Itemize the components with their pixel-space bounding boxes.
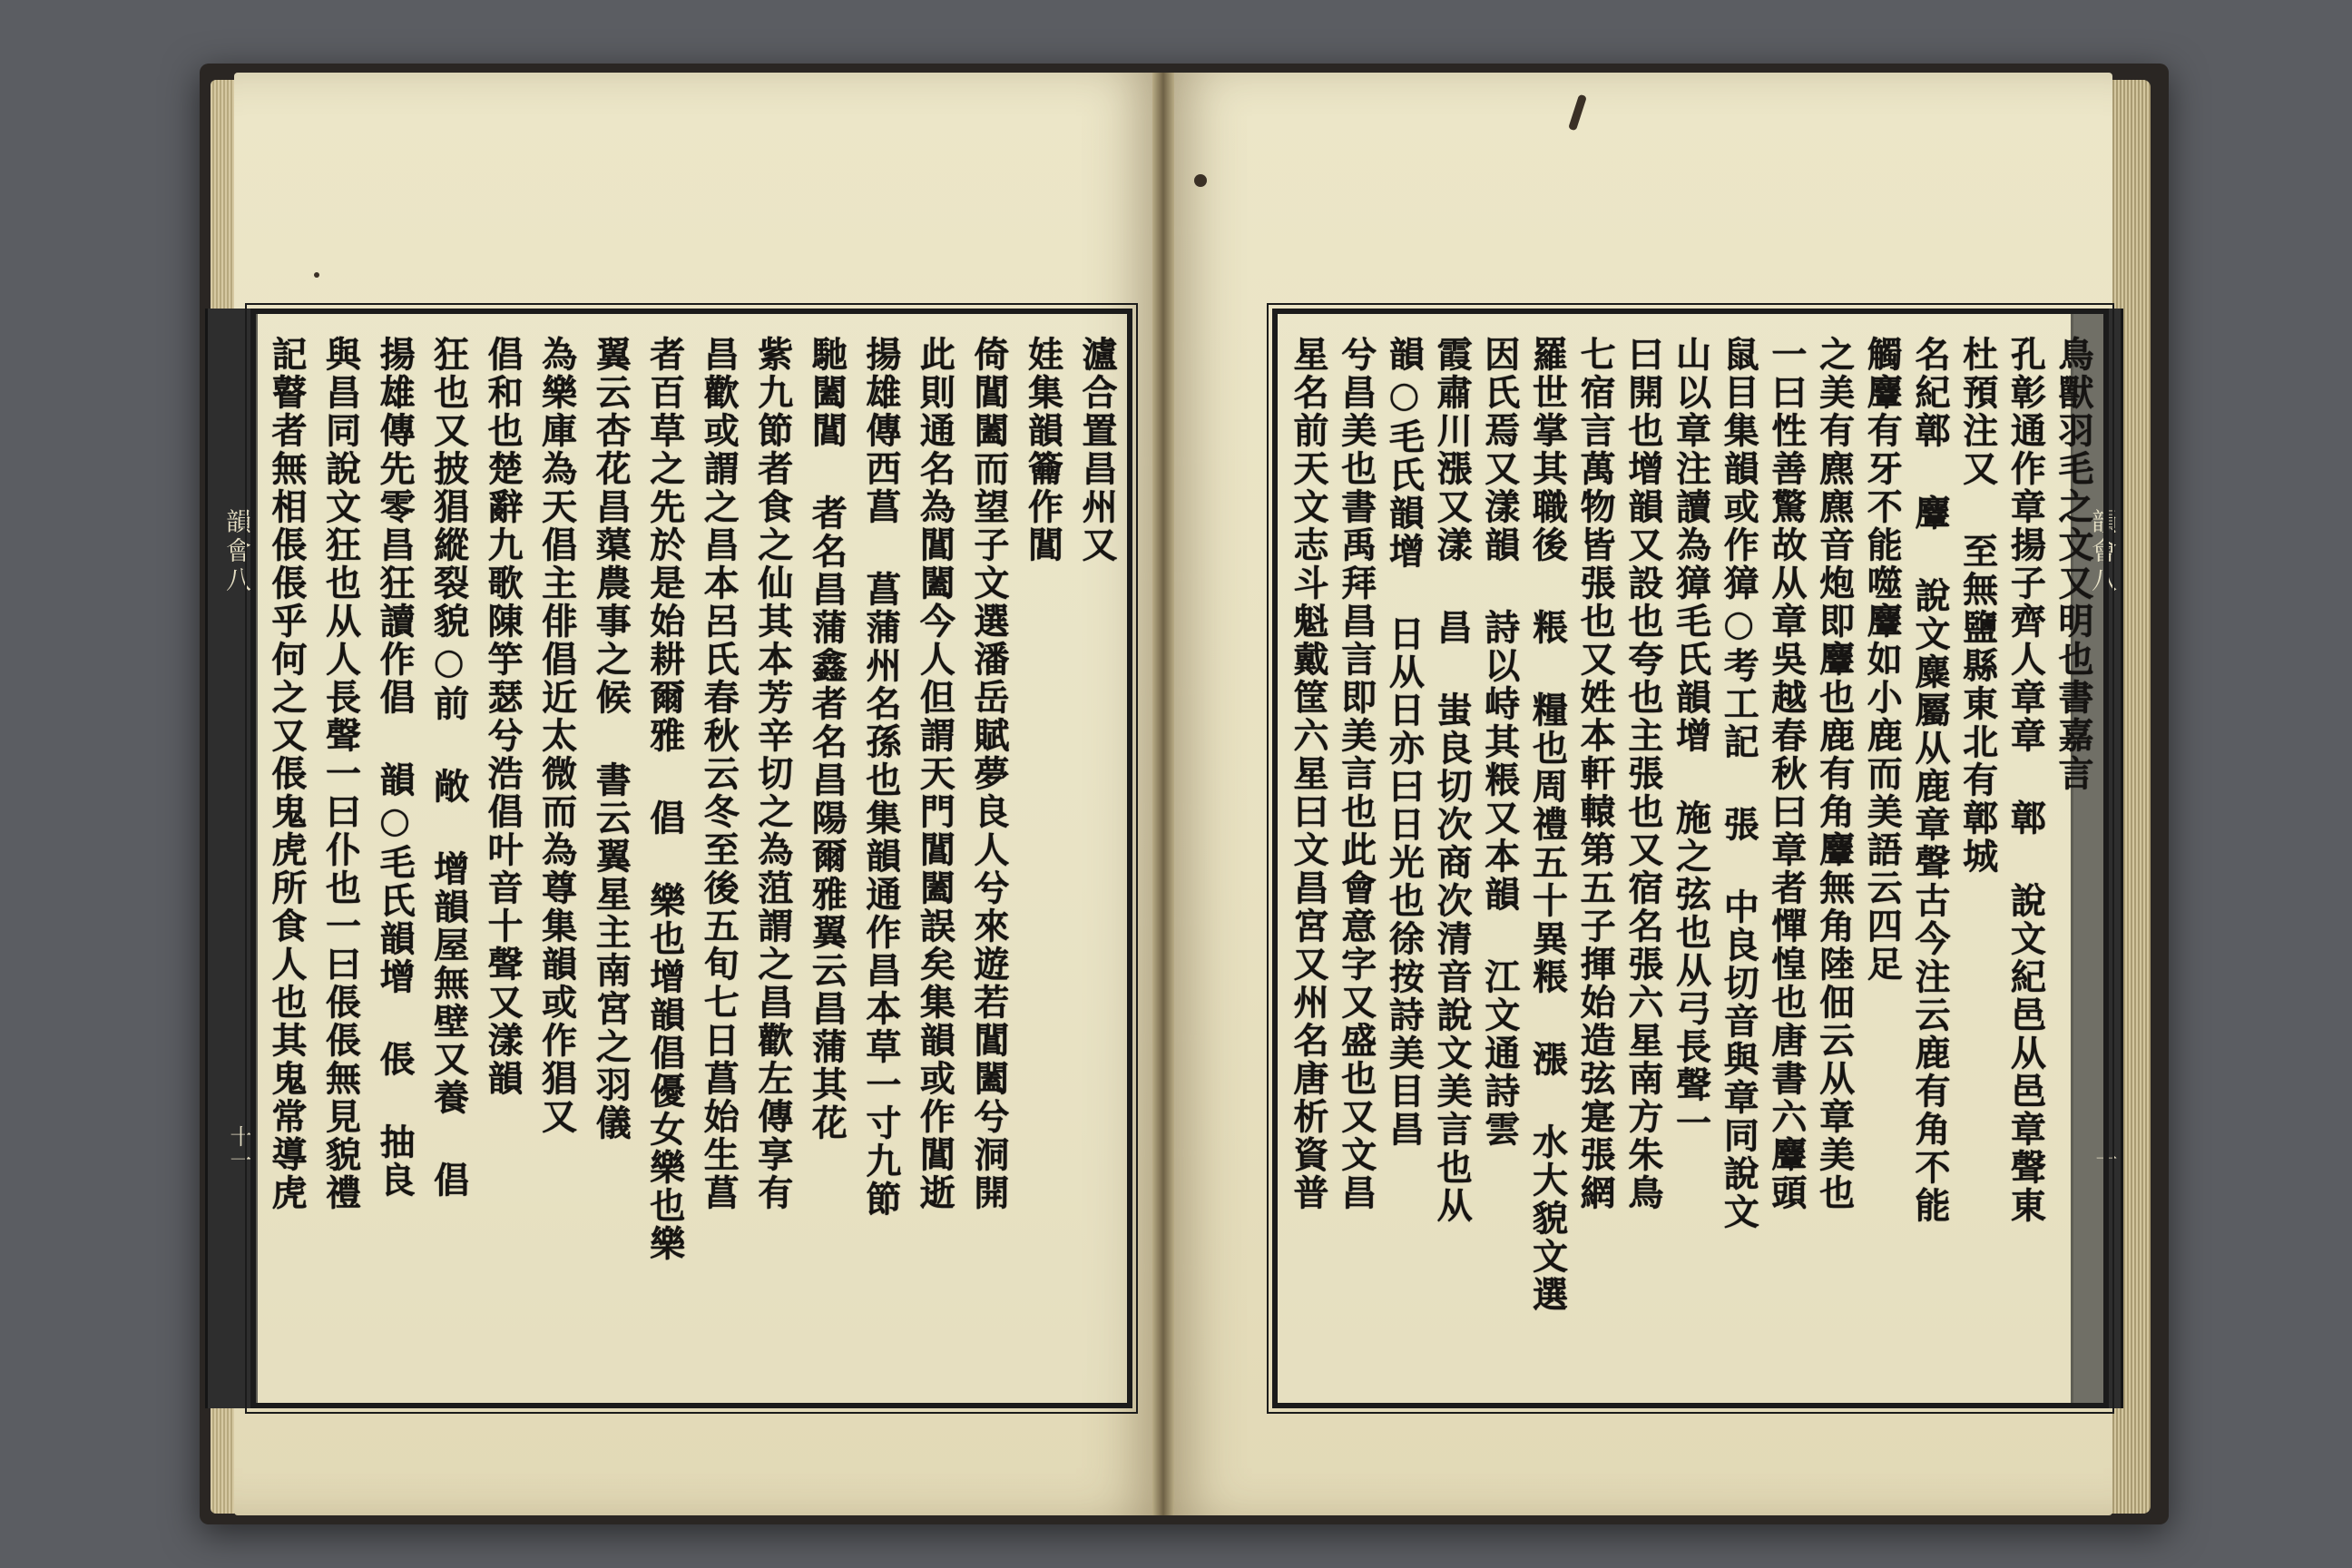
book-gutter xyxy=(1152,73,1174,1515)
text-column: 杜預注又 至無鹽縣東北有鄣城 xyxy=(1956,336,1999,876)
text-column: 紫九節者食之仙其本芳辛切之為菹謂之昌歡左傳享有 xyxy=(751,336,794,1212)
text-column: 孔彰通作章揚子齊人章章 鄣 說文紀邑从邑章聲東 xyxy=(2004,336,2047,1225)
text-column: 鳥獸羽毛之文又明也書嘉言 xyxy=(2053,336,2094,793)
text-column: 翼云杏花昌蕖農事之候 書云翼星主南宮之羽儀 xyxy=(590,336,632,1142)
text-column: 羅世掌其職後 粻 糧也周禮五十異粻 漲 水大貌文選 xyxy=(1526,336,1569,1314)
text-column: 倚閶闔而望子文選潘岳賦夢良人兮來遊若閶闔兮洞開 xyxy=(967,336,1010,1212)
text-column: 昌歡或謂之昌本呂氏春秋云冬至後五旬七日菖始生菖 xyxy=(698,336,740,1212)
text-column: 一曰性善驚故从章吳越春秋曰章者憚惶也唐書六麞頭 xyxy=(1765,336,1808,1212)
text-column: 為樂庫為天倡主俳倡近太微而為尊集韻或作猖又 xyxy=(535,336,578,1136)
text-column: 鼠目集韻或作獐○考工記 張 中良切音與章同說文 xyxy=(1718,336,1760,1231)
paper-speck xyxy=(1194,174,1207,187)
text-column: 此則通名為閶闔今人但謂天門閶闔誤矣集韻或作閶逝 xyxy=(914,336,956,1212)
text-column: 馳闔閶 者名昌蒲鑫者名昌陽爾雅翼云昌蒲其花 xyxy=(806,336,848,1142)
text-column: 曰開也增韻又設也夸也主張也又宿名張六星南方朱鳥 xyxy=(1622,336,1664,1212)
right-folio-number: 十 xyxy=(2092,1149,2117,1172)
text-column: 兮昌美也書禹拜昌言即美言也此會意字又盛也又文昌 xyxy=(1335,336,1377,1212)
text-column: 觸麞有牙不能噬麞如小鹿而美語云四足 xyxy=(1861,336,1904,984)
text-column: 與昌同說文狂也从人長聲一曰仆也一曰倀倀無見貌禮 xyxy=(319,336,362,1212)
left-folio-number: 十一 xyxy=(226,1125,251,1172)
text-column: 七宿言萬物皆張也又姓本軒轅第五子揮始造弦寔張網 xyxy=(1574,336,1617,1212)
text-column: 狂也又披猖縱裂貌○前 敞 增韻屋無壁又養 倡 xyxy=(427,336,470,1200)
text-column: 瀘合置昌州又 xyxy=(1075,336,1118,564)
text-column: 韻○毛氏韻增 日从日亦曰日光也徐按詩美目昌 xyxy=(1383,336,1426,1149)
text-column: 名紀鄣 麞 說文麋屬从鹿章聲古今注云鹿有角不能 xyxy=(1908,336,1951,1225)
right-text-frame xyxy=(1272,309,2109,1408)
right-text-columns xyxy=(1288,336,2094,1381)
text-column: 記瞽者無相倀倀乎何之又倀鬼虎所食人也其鬼常導虎 xyxy=(266,336,308,1212)
text-column: 倡和也楚辭九歌陳竽瑟兮浩倡叶音十聲又漾韻 xyxy=(482,336,524,1098)
left-margin-title: 韻會八 xyxy=(222,508,252,595)
text-column: 星名前天文志斗魁戴筐六星曰文昌宮又州名唐析資普 xyxy=(1288,336,1329,1212)
text-column: 之美有麃麃音炮即麞也鹿有角麞無角陸佃云从章美也 xyxy=(1813,336,1856,1212)
text-column: 揚雄傳西菖 菖蒲州名孫也集韻通作昌本草一寸九節 xyxy=(859,336,902,1219)
text-column: 娃集韻籥作閶 xyxy=(1022,336,1064,564)
text-column: 霞肅川漲又漾 昌 蚩良切次商次清音說文美言也从 xyxy=(1431,336,1474,1225)
text-column: 因氏焉又漾韻 詩以峙其粻又本韻 江文通詩雲 xyxy=(1478,336,1521,1149)
left-text-frame xyxy=(250,309,1132,1408)
text-column: 者百草之先於是始耕爾雅 倡 樂也增韻倡優女樂也樂 xyxy=(643,336,686,1263)
paper-speck xyxy=(314,272,319,278)
left-text-columns xyxy=(266,336,1118,1381)
right-margin-title: 韻會八 xyxy=(2088,508,2118,595)
text-column: 山以章注讀為獐毛氏韻增 施之弦也从弓長聲一 xyxy=(1670,336,1712,1142)
text-column: 揚雄傳先零昌狂讀作倡 韻○毛氏韻增 倀 抽良 xyxy=(374,336,416,1200)
